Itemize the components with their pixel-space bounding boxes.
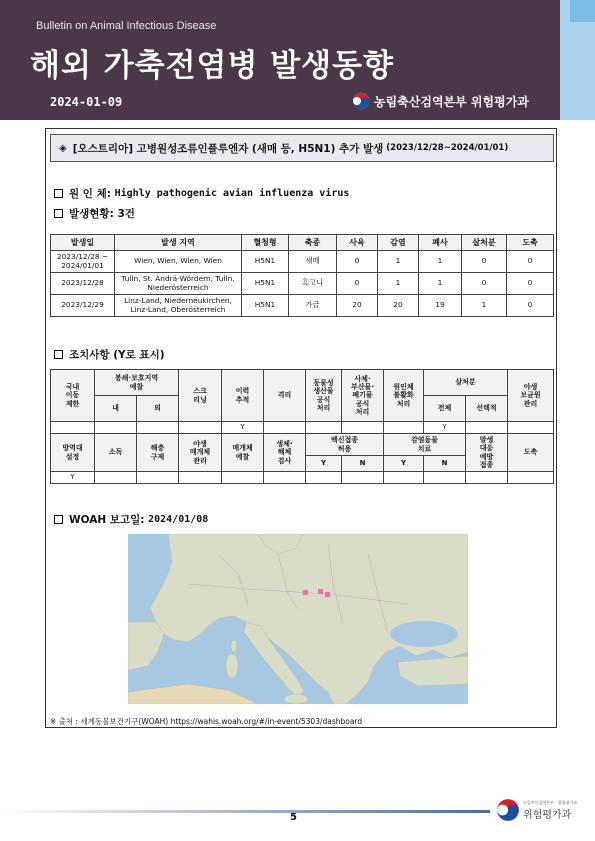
measure-pathogen-inactivation: 원인체 불활화 처리 [384, 370, 424, 422]
measure-treat-n: N [424, 456, 466, 472]
table-row [51, 251, 554, 273]
taegeuk-emblem-icon [352, 92, 370, 110]
measure-vector-survey: 매개체 예찰 [222, 434, 264, 472]
table-cell: 20 [337, 295, 378, 317]
measure-value [264, 472, 306, 484]
outbreak-value: 3건 [117, 208, 135, 220]
table-cell: 0 [462, 251, 507, 273]
measure-wildlife: 야생 보균원 관리 [508, 370, 554, 422]
outbreak-table-body [51, 251, 554, 317]
outbreak-marker [303, 590, 308, 595]
table-cell: Linz-Land, Niederneukirchen, Linz-Land, Oberösterreich [115, 295, 242, 317]
measure-value [137, 422, 179, 434]
table-cell: 0 [507, 295, 554, 317]
black-sea [390, 621, 458, 647]
measure-values-row [51, 422, 554, 434]
measure-value [179, 422, 222, 434]
footer-logo [496, 798, 577, 822]
footer-line [0, 810, 490, 813]
header-band [0, 0, 560, 120]
table-cell: 2023/12/29 [51, 295, 115, 317]
measure-pest-control: 해충 구제 [137, 434, 179, 472]
table-cell: H5N1 [242, 273, 289, 295]
table-cell: 20 [378, 295, 419, 317]
table-cell: H5N1 [242, 295, 289, 317]
report-date: 2024-01-09 [50, 95, 123, 109]
measure-cull-all: 전체 [424, 396, 466, 422]
measure-slaughter: 도축 [508, 434, 554, 472]
table-cell: 1 [378, 251, 419, 273]
measure-value [51, 422, 95, 434]
page-title: 해외 가축전염병 발생동향 [30, 48, 394, 84]
outbreak-line [54, 206, 135, 221]
table-cell: 흑고니 [289, 273, 337, 295]
col-header: 폐사 [419, 235, 462, 251]
table-cell: Tulln, St. Andrä-Wördern, Tulln, Niederösterreich [115, 273, 242, 295]
table-cell: 새매 [289, 251, 337, 273]
banner-dates: (2023/12/28~2024/01/01) [386, 143, 509, 153]
measure-value [342, 472, 384, 484]
table-cell: 19 [419, 295, 462, 317]
table-cell: 0 [507, 273, 554, 295]
measures-label: 조치사항 (Y로 표시) [69, 349, 165, 361]
org-name: 농림축산검역본부 위험평가과 [374, 94, 529, 109]
measure-value [95, 472, 137, 484]
measure-animal-products: 동물성 생산물 공식 처리 [306, 370, 342, 422]
col-header: 감염 [378, 235, 419, 251]
measure-value [222, 472, 264, 484]
measure-value [508, 422, 554, 434]
table-cell: 0 [462, 273, 507, 295]
table-cell: 가금 [289, 295, 337, 317]
outbreak-map [128, 534, 468, 704]
table-row [51, 295, 554, 317]
measure-vacc-n: N [342, 456, 384, 472]
table-cell: Wien, Wien, Wien, Wien [115, 251, 242, 273]
measure-value [424, 472, 466, 484]
table-cell: 0 [507, 251, 554, 273]
pathogen-value: Highly pathogenic avian influenza virus [114, 188, 350, 199]
measure-treatment: 감염동물 치료 [384, 434, 466, 456]
woah-line [54, 512, 208, 527]
pathogen-line [54, 186, 349, 201]
measure-value [179, 472, 222, 484]
measure-culling: 살처분 [424, 370, 508, 396]
report-frame [45, 128, 557, 728]
woah-date: 2024/01/08 [148, 514, 209, 525]
col-header: 발생 지역 [115, 235, 242, 251]
measure-value: Y [424, 422, 466, 434]
measure-trace: 이력 추적 [222, 370, 264, 422]
outbreak-label: 발생현황: [69, 208, 114, 220]
measure-value [384, 472, 424, 484]
report-banner [50, 134, 554, 162]
table-cell: 0 [337, 251, 378, 273]
measure-screening: 스크 리닝 [179, 370, 222, 422]
table-header-row [51, 235, 554, 251]
island-sicily [284, 694, 308, 704]
measure-vacc-y: Y [306, 456, 342, 472]
woah-label: WOAH 보고일: [69, 514, 145, 526]
measure-value [466, 472, 508, 484]
measure-post-vaccination: 발생 대응 예방 접종 [466, 434, 508, 472]
col-header: 발생일 [51, 235, 115, 251]
table-cell: 1 [419, 273, 462, 295]
measure-vivo-test: 생체· 해체 검사 [264, 434, 306, 472]
measure-wild-vector: 야생 매개체 관리 [179, 434, 222, 472]
measure-quarantine: 격리 [264, 370, 306, 422]
measure-value: Y [222, 422, 264, 434]
checkbox-icon [54, 350, 63, 359]
col-header: 사육 [337, 235, 378, 251]
checkbox-icon [54, 515, 63, 524]
col-header: 도축 [507, 235, 554, 251]
pathogen-label: 원 인 체: [69, 188, 111, 200]
diamond-icon: ◈ [59, 142, 67, 154]
checkbox-icon [54, 189, 63, 198]
measure-value [384, 422, 424, 434]
table-cell: 1 [462, 295, 507, 317]
measure-zone-inside: 내 [95, 396, 137, 422]
measure-value [137, 472, 179, 484]
table-row [51, 273, 554, 295]
checkbox-icon [54, 209, 63, 218]
table-cell: 2023/12/28 ~ 2024/01/01 [51, 251, 115, 273]
island-sardinia [226, 654, 238, 678]
footer-org-name: 위험평가과 [523, 809, 572, 821]
measure-value [306, 422, 342, 434]
table-cell: 0 [337, 273, 378, 295]
table-cell: 1 [378, 273, 419, 295]
measure-zone-outside: 외 [137, 396, 179, 422]
measure-value [306, 472, 342, 484]
measures-line [54, 347, 165, 362]
measure-carcass: 사체· 부산물· 폐기물 공식 처리 [342, 370, 384, 422]
measures-table [50, 369, 554, 484]
measure-domestic-restriction: 국내 이동 제한 [51, 370, 95, 422]
measure-zone-surveillance: 봉쇄·보호지역 예찰 [95, 370, 179, 396]
footer-org-small: 농림축산검역본부 · 위험평가과 [523, 799, 578, 805]
source-note: ※ 출처 : 세계동물보건기구(WOAH) https://wahis.woah.org/#/in-event/5303/dashboard [50, 717, 363, 726]
table-cell: 2023/12/28 [51, 273, 115, 295]
measure-value [508, 472, 554, 484]
col-header: 살처분 [462, 235, 507, 251]
col-header: 혈청형 [242, 235, 289, 251]
island-corsica [231, 640, 237, 652]
taegeuk-logo-icon [496, 798, 520, 822]
header-accent-strip [560, 0, 595, 120]
page-number: 5 [290, 812, 297, 823]
measure-value: Y [51, 472, 95, 484]
measure-value [466, 422, 508, 434]
outbreak-marker [325, 592, 330, 597]
measure-cull-selective: 선택적 [466, 396, 508, 422]
outbreak-table [50, 234, 554, 317]
measure-values-row [51, 472, 554, 484]
measure-value [264, 422, 306, 434]
measure-vaccination: 백신접종 허용 [306, 434, 384, 456]
table-cell: 1 [419, 251, 462, 273]
measure-value [95, 422, 137, 434]
outbreak-marker [318, 589, 323, 594]
measure-disinfection: 소독 [95, 434, 137, 472]
measure-treat-y: Y [384, 456, 424, 472]
measure-zone-setup: 방역대 설정 [51, 434, 95, 472]
table-cell: H5N1 [242, 251, 289, 273]
col-header: 축종 [289, 235, 337, 251]
organization [352, 92, 529, 110]
banner-title: [오스트리아] 고병원성조류인플루엔자 (새매 등, H5N1) 추가 발생 [72, 142, 384, 155]
measure-value [342, 422, 384, 434]
bulletin-label: Bulletin on Animal Infectious Disease [36, 20, 217, 32]
